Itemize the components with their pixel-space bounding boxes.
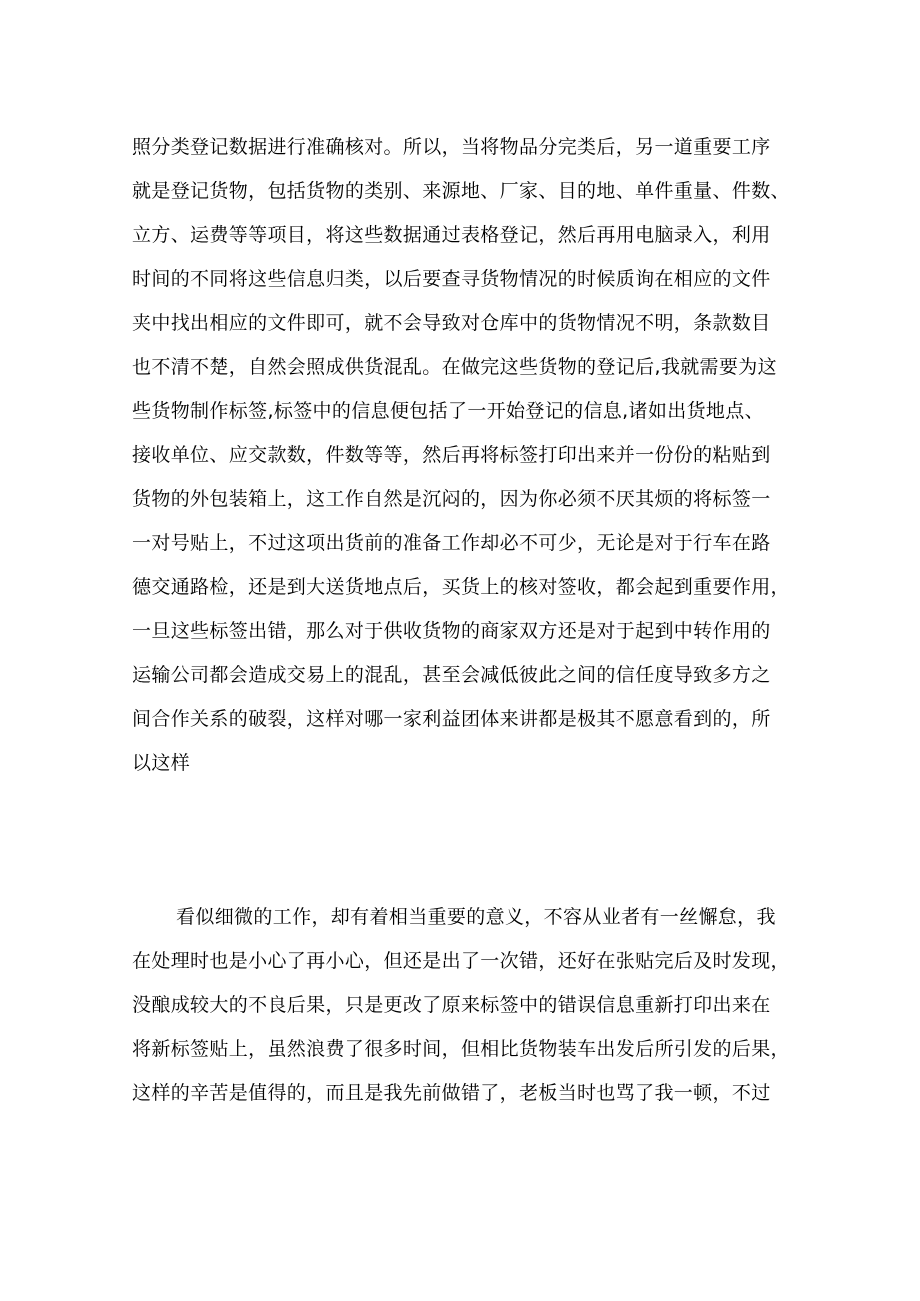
paragraph-line: 将新标签贴上，虽然浪费了很多时间，但相比货物装车出发后所引发的后果， [132,1038,790,1060]
paragraph-line: 时间的不同将这些信息归类，以后要查寻货物情况的时候质询在相应的文件 [132,268,771,290]
paragraph-line: 接收单位、应交款数，件数等等，然后再将标签打印出来并一份份的粘贴到 [132,444,771,466]
paragraph-2 [132,901,804,1121]
paragraph-line: 运输公司都会造成交易上的混乱，甚至会减低彼此之间的信任度导致多方之 [132,664,771,686]
paragraph-line: 以这样 [132,752,191,774]
paragraph-line: 照分类登记数据进行准确核对。所以，当将物品分完类后，另一道重要工序 [132,136,771,158]
paragraph-line: 看似细微的工作，却有着相当重要的意义，不容从业者有一丝懈怠，我 [176,906,776,928]
paragraph-1 [132,131,804,791]
paragraph-line: 货物的外包装箱上，这工作自然是沉闷的，因为你必须不厌其烦的将标签一 [132,488,771,510]
paragraph-line: 一对号贴上，不过这项出货前的准备工作却必不可少，无论是对于行车在路 [132,532,771,554]
paragraph-line: 立方、运费等等项目，将这些数据通过表格登记，然后再用电脑录入，利用 [132,224,771,246]
paragraph-line: 夹中找出相应的文件即可，就不会导致对仓库中的货物情况不明，条款数目 [132,312,771,334]
paragraph-line: 就是登记货物，包括货物的类别、来源地、厂家、目的地、单件重量、件数、 [132,180,790,202]
paragraph-line: 一旦这些标签出错，那么对于供收货物的商家双方还是对于起到中转作用的 [132,620,771,642]
paragraph-line: 德交通路检，还是到大送货地点后，买货上的核对签收，都会起到重要作用， [132,576,790,598]
paragraph-line: 这样的辛苦是值得的，而且是我先前做错了，老板当时也骂了我一顿，不过 [132,1082,771,1104]
paragraph-line: 在处理时也是小心了再小心，但还是出了一次错，还好在张贴完后及时发现， [132,950,790,972]
paragraph-line: 间合作关系的破裂，这样对哪一家利益团体来讲都是极其不愿意看到的，所 [132,708,771,730]
paragraph-line: 也不清不楚，自然会照成供货混乱。在做完这些货物的登记后,我就需要为这 [132,356,777,378]
paragraph-line: 些货物制作标签,标签中的信息便包括了一开始登记的信息,诸如出货地点、 [132,400,764,422]
paragraph-line: 没酿成较大的不良后果，只是更改了原来标签中的错误信息重新打印出来在 [132,994,771,1016]
